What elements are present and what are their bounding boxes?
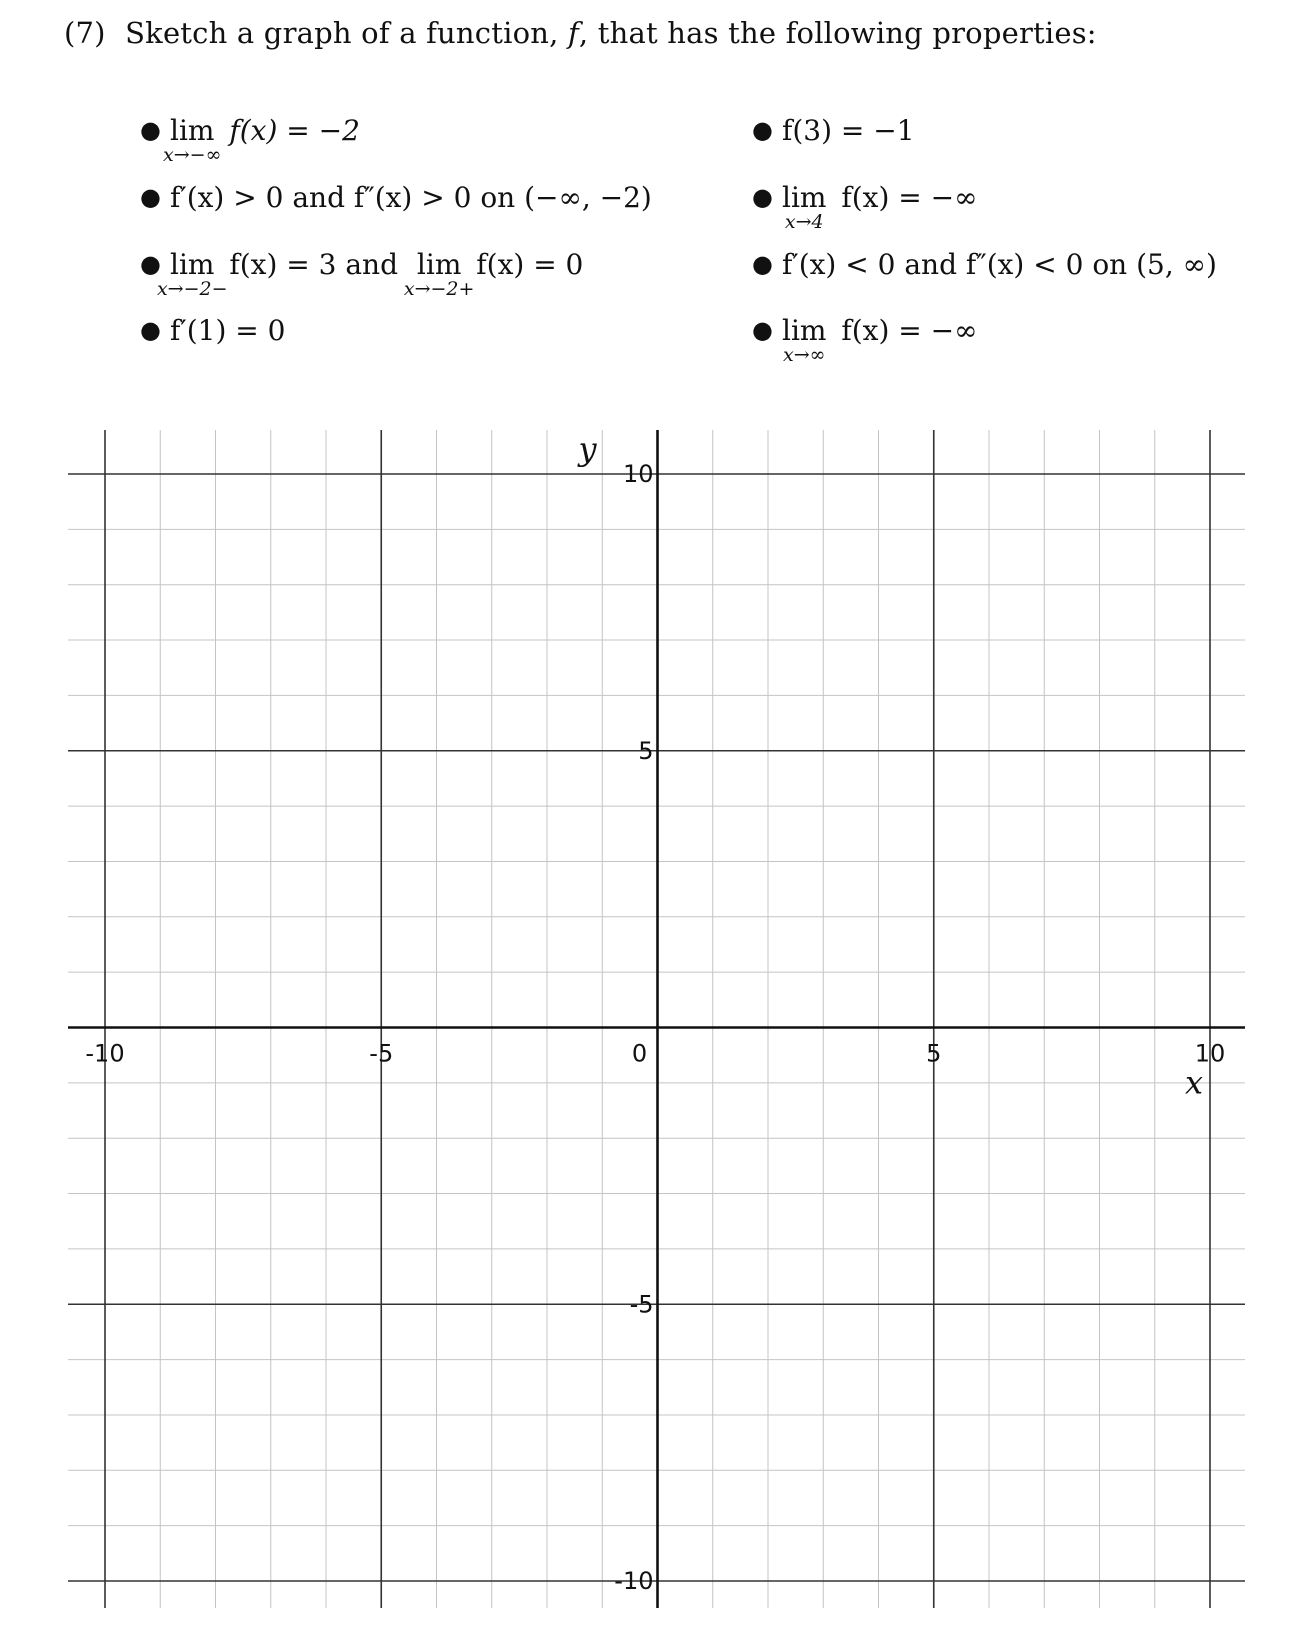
x-tick-label: -5 bbox=[369, 1039, 394, 1068]
property-text: f(3) = −1 bbox=[782, 114, 915, 147]
lim-word: lim bbox=[170, 248, 215, 281]
statement-var: f bbox=[567, 16, 579, 50]
lim-subscript: x→−2+ bbox=[403, 278, 475, 300]
property-text: f′(x) > 0 and f″(x) > 0 on (−∞, −2) bbox=[170, 181, 652, 214]
x-tick-label: -10 bbox=[85, 1039, 125, 1068]
property-text: f(x) = 3 and bbox=[229, 248, 399, 281]
statement-post: , that has the following properties: bbox=[578, 16, 1097, 50]
bullet-icon: ● bbox=[140, 116, 161, 144]
bullet-icon: ● bbox=[752, 116, 773, 144]
lim-subscript: x→4 bbox=[784, 211, 824, 233]
x-tick-label: 0 bbox=[631, 1039, 648, 1068]
bullet-icon: ● bbox=[140, 250, 161, 278]
bullet-icon: ● bbox=[140, 183, 161, 211]
property-text: f(x) = −2 bbox=[229, 114, 360, 147]
lim-word: lim bbox=[170, 114, 215, 147]
property-text: f(x) = −∞ bbox=[841, 314, 978, 347]
lim-word: lim bbox=[416, 248, 462, 281]
lim-word: lim bbox=[782, 314, 827, 347]
bullet-icon: ● bbox=[752, 316, 773, 344]
property-text: f′(1) = 0 bbox=[170, 314, 286, 347]
y-tick-label: 10 bbox=[622, 460, 654, 488]
y-axis-label: y bbox=[578, 430, 597, 468]
lim-word: lim bbox=[782, 181, 827, 214]
lim-subscript: x→∞ bbox=[783, 344, 826, 366]
y-tick-label: -5 bbox=[629, 1290, 654, 1319]
x-axis-label: x bbox=[1184, 1063, 1204, 1102]
property-text: f(x) = 0 bbox=[476, 248, 584, 281]
x-tick-label: 5 bbox=[926, 1039, 942, 1068]
statement-pre: Sketch a graph of a function, bbox=[125, 16, 559, 50]
y-tick-label: -10 bbox=[614, 1567, 654, 1595]
lim-subscript: x→−2− bbox=[156, 278, 228, 300]
property-text: f(x) = −∞ bbox=[841, 181, 978, 214]
property-text: f′(x) < 0 and f″(x) < 0 on (5, ∞) bbox=[782, 248, 1217, 281]
bullet-icon: ● bbox=[752, 183, 773, 211]
bullet-icon: ● bbox=[140, 316, 161, 344]
y-tick-label: 5 bbox=[638, 736, 654, 765]
bullet-icon: ● bbox=[752, 250, 773, 278]
lim-subscript: x→−∞ bbox=[163, 144, 222, 166]
problem-number: (7) bbox=[64, 16, 106, 50]
x-tick-label: 10 bbox=[1194, 1039, 1226, 1068]
